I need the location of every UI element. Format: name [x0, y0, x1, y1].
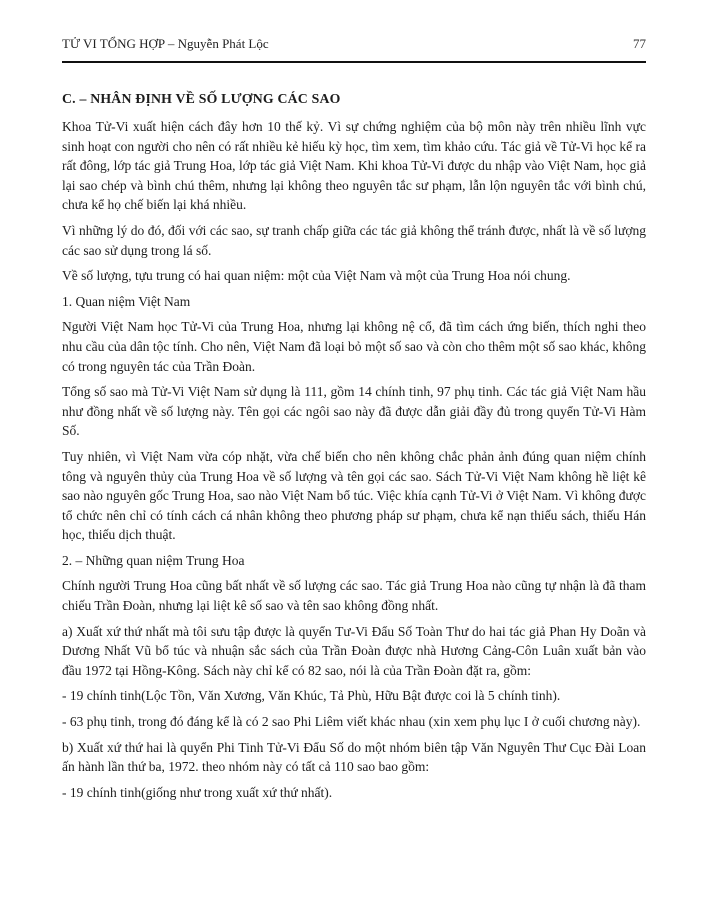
page-number: 77: [633, 36, 646, 51]
paragraph: - 19 chính tinh(Lộc Tồn, Văn Xương, Văn Khúc, Tả Phù, Hữu Bật được coi là 5 chính tinh).: [62, 688, 561, 704]
paragraph: - 19 chính tinh(giống như trong xuất xứ thứ nhất).: [62, 784, 333, 800]
section-heading: C. – NHÂN ĐỊNH VỀ SỐ LƯỢNG CÁC SAO: [62, 91, 341, 106]
paragraph: Tổng số sao mà Tử-Vi Việt Nam sử dụng là 111, gồm 14 chính tinh, 97 phụ tinh. Các tác giả Việt Nam hầu như đồng nhất về số lượng này. Tên gọi các ngôi sao này đã được dẫn giải đầy đủ trong quyển Tử-Vi Hàm Số.: [62, 384, 646, 439]
paragraph: Khoa Tử-Vi xuất hiện cách đây hơn 10 thế kỷ. Vì sự chứng nghiệm của bộ môn này trên nhiều lĩnh vực sinh hoạt con người cho nên có rất nhiều kẻ hiếu kỳ học, tìm xem, tìm khảo cứu. Tác giả về Tử-Vi học kể ra rất đông, lớp tác giả Trung Hoa, lớp tác giả Việt Nam. Khi khoa Tử-Vi được du nhập vào Việt Nam, học giả lại sao chép và bình chú thêm, nhưng lại không theo nguyên tắc sư phạm, lẫn lộn nguyên tắc với bình chú, chưa kể họ chế biến lại khá nhiều.: [62, 119, 646, 213]
paragraph: Về số lượng, tựu trung có hai quan niệm: một của Việt Nam và một của Trung Hoa nói chung.: [62, 268, 571, 284]
paragraph: Tuy nhiên, vì Việt Nam vừa cóp nhặt, vừa chế biến cho nên không chắc phản ảnh đúng quan niệm chính tông và nguyên thủy của Trung Hoa về số lượng và tên gọi các sao. Sách Tử-Vi Việt Nam không hề liệt kê sao nào nguyên gốc Trung Hoa, sao nào Việt Nam bổ túc. Việc khía cạnh Tử-Vi ở Việt Nam. Vì không được tổ chức nên chỉ có tính cách cá nhân không theo phương pháp sư phạm, chưa kể nạn thiếu sách, thiếu Hán học, thiếu dịch thuật.: [62, 448, 646, 543]
paragraph: Người Việt Nam học Tử-Vi của Trung Hoa, nhưng lại không nệ cổ, đã tìm cách ứng biến, thích nghi theo nhu cầu của dân tộc tính. Cho nên, Việt Nam đã loại bỏ một số sao và còn cho thêm một số sao khác, không có trong nguyên tác của Trần Đoàn.: [62, 319, 646, 374]
paragraph: Vì những lý do đó, đối với các sao, sự tranh chấp giữa các tác giả không thể tránh được, nhất là về số lượng các sao sử dụng trong lá số.: [62, 222, 646, 258]
paragraph: 1. Quan niệm Việt Nam: [62, 293, 191, 309]
paragraph: a) Xuất xứ thứ nhất mà tôi sưu tập được là quyển Tư-Vi Đẩu Số Toàn Thư do hai tác giả Phan Hy Doãn và Dương Nhất Vũ bổ túc và nhuận sắc sách của Trần Đoàn được nhà Hương Cảng-Côn Luân xuất bản vào đầu 1972 tại Hồng-Kông. Sách này chỉ kể có 82 sao, nói là của Trần Đoàn đặt ra, gồm:: [62, 623, 646, 678]
paragraph: - 63 phụ tinh, trong đó đáng kể là có 2 sao Phi Liêm viết khác nhau (xin xem phụ lục I ở cuối chương này).: [62, 714, 641, 730]
paragraph: b) Xuất xứ thứ hai là quyển Phi Tinh Tử-Vi Đẩu Số do một nhóm biên tập Văn Nguyên Thư Cục Đài Loan ấn hành lần thứ ba, 1972. theo nhóm này có tất cả 110 sao bao gồm:: [62, 739, 646, 775]
header-rule: [62, 61, 646, 63]
running-header: [62, 36, 646, 52]
paragraph: 2. – Những quan niệm Trung Hoa: [62, 552, 245, 568]
page-body: [62, 90, 646, 802]
running-title: TỬ VI TỔNG HỢP – Nguyễn Phát Lộc: [62, 36, 269, 51]
paragraph: Chính người Trung Hoa cũng bất nhất về số lượng các sao. Tác giả Trung Hoa nào cũng tự nhận là đã tham chiếu Trần Đoàn, nhưng lại liệt kê số sao và tên sao không đồng nhất.: [62, 578, 646, 614]
paragraphs-container: [62, 117, 646, 802]
